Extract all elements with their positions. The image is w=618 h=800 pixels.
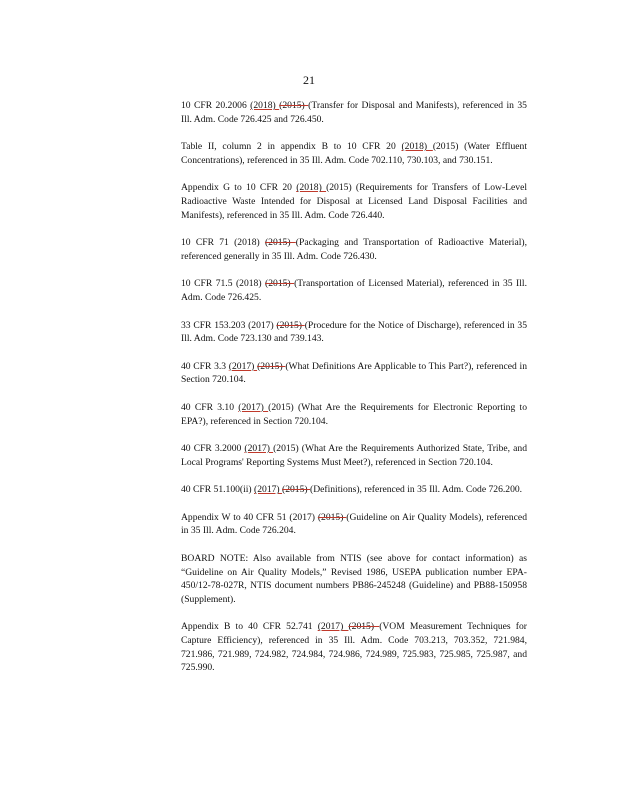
- document-body: [181, 99, 527, 689]
- inserted-text: (2017): [238, 401, 269, 413]
- reference-paragraph: [181, 181, 527, 222]
- paragraph-text: 40 CFR 3.10: [181, 401, 239, 413]
- paragraph-text: (What Definitions Are Applicable to This Part?), referenced in Section 720.104.: [181, 360, 528, 386]
- deleted-text: (2015): [276, 319, 305, 331]
- reference-paragraph: [181, 99, 527, 126]
- paragraph-text: (Procedure for the Notice of Discharge), referenced in 35 Ill. Adm. Code 723.130 and 739.143.: [181, 319, 527, 345]
- paragraph-text: 40 CFR 3.2000: [181, 443, 245, 455]
- paragraph-text: (Definitions), referenced in 35 Ill. Adm. Code 726.200.: [310, 484, 523, 496]
- inserted-text: (2017): [254, 484, 283, 496]
- paragraph-text: 10 CFR 71 (2018): [181, 237, 265, 249]
- paragraph-text: Appendix B to 40 CFR 52.741: [181, 621, 318, 633]
- paragraph-text: Table II, column 2 in appendix B to 10 CFR 20: [181, 141, 402, 153]
- deleted-text: (2015): [257, 360, 286, 372]
- inserted-text: (2018): [401, 141, 433, 153]
- board-note-paragraph: [181, 552, 527, 606]
- deleted-text: (2015): [317, 511, 347, 523]
- paragraph-text: (Packaging and Transportation of Radioactive Material), referenced generally in 35 Ill. Adm. Code 726.430.: [181, 237, 527, 262]
- page-number: 21: [303, 73, 315, 87]
- deleted-text: (2015): [282, 484, 310, 496]
- paragraph-text: Appendix W to 40 CFR 51 (2017): [181, 511, 318, 523]
- reference-paragraph: [181, 442, 527, 469]
- reference-paragraph: [181, 236, 527, 263]
- paragraph-text: (Transportation of Licensed Material), referenced in 35 Ill. Adm. Code 726.425.: [181, 278, 527, 303]
- reference-paragraph: [181, 277, 527, 304]
- deleted-text: (2015): [279, 100, 309, 111]
- paragraph-text: BOARD NOTE: Also available from NTIS (see above for contact information) as “Guideline on Air Quality Models,” Revised 1986, USEPA publication number EPA-450/12-78-027R, NTIS document numbers PB86-245248 (Guideline) and PB88-150958 (Supplement).: [181, 553, 527, 605]
- paragraph-text: 10 CFR 71.5 (2018): [181, 278, 266, 290]
- reference-paragraph: [181, 401, 527, 428]
- paragraph-text: (Transfer for Disposal and Manifests), referenced in 35 Ill. Adm. Code 726.425 and 726.450.: [181, 100, 527, 125]
- paragraph-text: (2015) (What Are the Requirements for Electronic Reporting to EPA?), referenced in Section 720.104.: [181, 401, 527, 427]
- paragraph-text: 40 CFR 51.100(ii): [181, 484, 255, 496]
- inserted-text: (2018): [296, 182, 327, 194]
- reference-paragraph: [181, 140, 527, 167]
- deleted-text: (2015): [348, 621, 380, 633]
- inserted-text: (2018): [250, 100, 280, 111]
- reference-paragraph: [181, 511, 527, 538]
- reference-paragraph: [181, 319, 527, 346]
- paragraph-text: 40 CFR 3.3: [181, 360, 229, 372]
- reference-paragraph: [181, 620, 527, 674]
- reference-paragraph: [181, 360, 527, 387]
- paragraph-text: (VOM Measurement Techniques for Capture Efficiency), referenced in 35 Ill. Adm. Code 703.213, 703.352, 721.984, 721.986, 721.989, 724.982, 724.984, 724.986, 724.989, 725.983, 725.985, 725.987, and 725.990.: [181, 621, 527, 674]
- deleted-text: (2015): [265, 278, 295, 290]
- paragraph-text: (2015) (Water Effluent Concentrations), referenced in 35 Ill. Adm. Code 702.110, 730.103, and 730.151.: [181, 141, 527, 166]
- paragraph-text: (2015) (Requirements for Transfers of Low-Level Radioactive Waste Intended for Disposal at Licensed Land Disposal Facilities and Manifests), referenced in 35 Ill. Adm. Code 726.440.: [181, 182, 527, 221]
- deleted-text: (2015): [264, 237, 296, 249]
- inserted-text: (2017): [244, 443, 274, 455]
- paragraph-text: 33 CFR 153.203 (2017): [181, 319, 277, 331]
- inserted-text: (2017): [317, 621, 349, 633]
- inserted-text: (2017): [228, 360, 258, 372]
- reference-paragraph: [181, 483, 527, 497]
- paragraph-text: (2015) (What Are the Requirements Authorized State, Tribe, and Local Programs' Reporting Systems Must Meet?), referenced in Section 720.104.: [181, 443, 527, 468]
- paragraph-text: 10 CFR 20.2006: [181, 100, 251, 111]
- paragraph-text: (Guideline on Air Quality Models), referenced in 35 Ill. Adm. Code 726.204.: [181, 511, 527, 537]
- paragraph-text: Appendix G to 10 CFR 20: [181, 182, 297, 194]
